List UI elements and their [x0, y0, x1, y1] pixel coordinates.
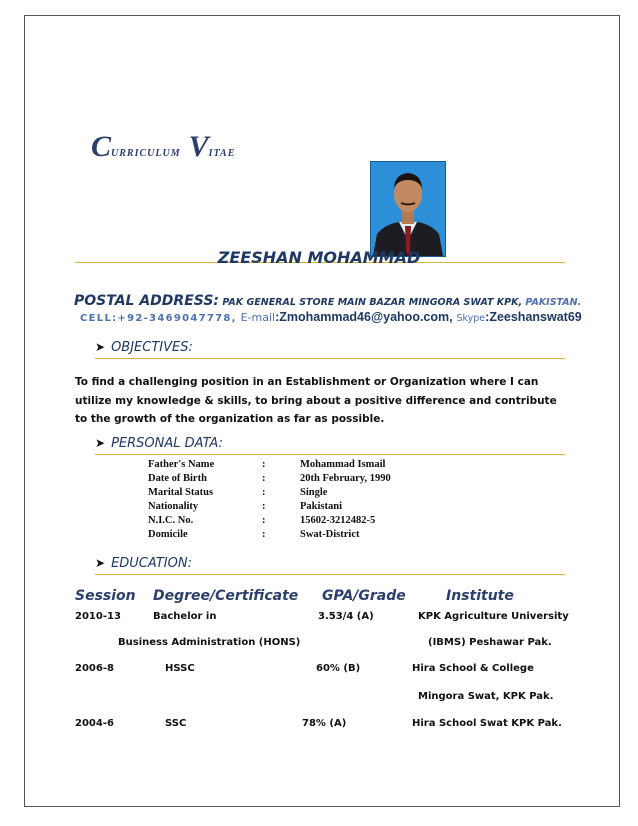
edu-header-degree: Degree/Certificate	[153, 588, 299, 604]
edu-header-gpa: GPA/Grade	[322, 588, 406, 604]
edu-header-institute: Institute	[446, 588, 514, 604]
edu-institute-cont: (IBMS) Peshawar Pak.	[428, 637, 552, 648]
candidate-name: ZEESHAN MOHAMMAD	[217, 248, 421, 267]
profile-photo	[370, 161, 446, 257]
pd-row: Nationality : Pakistani	[148, 501, 343, 512]
email-value[interactable]: :Zmohammad46@yahoo.com,	[275, 310, 453, 324]
edu-degree: SSC	[165, 718, 187, 729]
personal-data-table	[148, 459, 448, 543]
education-rule	[95, 574, 565, 575]
edu-session: 2006-8	[75, 663, 114, 674]
cell-number: CELL:+92-3469047778,	[80, 313, 237, 324]
postal-address-text: PAK GENERAL STORE MAIN BAZAR MINGORA SWAT KPK,	[219, 297, 526, 308]
edu-gpa: 60% (B)	[316, 663, 361, 674]
pd-row: Domicile : Swat-District	[148, 529, 360, 540]
email-label: E-mail	[240, 311, 276, 324]
edu-gpa: 3.53/4 (A)	[318, 611, 374, 622]
section-education: ➤ EDUCATION:	[95, 556, 192, 571]
edu-gpa: 78% (A)	[302, 718, 347, 729]
edu-institute: KPK Agriculture University	[418, 611, 569, 622]
section-objectives: ➤ OBJECTIVES:	[95, 340, 193, 355]
skype-label: Skype	[456, 313, 486, 324]
pd-row: Date of Birth : 20th February, 1990	[148, 473, 391, 484]
pd-row: Father's Name : Mohammad Ismail	[148, 459, 386, 470]
arrow-bullet-icon: ➤	[95, 340, 106, 354]
arrow-bullet-icon: ➤	[95, 556, 106, 570]
personal-data-rule	[95, 454, 565, 455]
section-personal-data: ➤ PERSONAL DATA:	[95, 436, 223, 451]
arrow-bullet-icon: ➤	[95, 436, 106, 450]
objectives-rule	[95, 358, 565, 359]
postal-country: PAKISTAN.	[525, 297, 582, 308]
postal-label: POSTAL ADDRESS:	[74, 293, 220, 309]
edu-degree-cont: Business Administration (HONS)	[118, 637, 301, 648]
cv-title: CURRICULUM VITAE	[91, 130, 236, 163]
edu-session: 2004-6	[75, 718, 114, 729]
contact-line	[80, 310, 582, 324]
edu-header-session: Session	[75, 588, 136, 604]
edu-institute: Hira School & College	[412, 663, 534, 674]
pd-row: Marital Status : Single	[148, 487, 328, 498]
edu-institute-cont: Mingora Swat, KPK Pak.	[418, 691, 554, 702]
edu-session: 2010-13	[75, 611, 121, 622]
edu-institute: Hira School Swat KPK Pak.	[412, 718, 562, 729]
skype-value: :Zeeshanswat69	[485, 310, 582, 324]
edu-degree: HSSC	[165, 663, 195, 674]
pd-row: N.I.C. No. : 15602-3212482-5	[148, 515, 376, 526]
edu-degree: Bachelor in	[153, 611, 217, 622]
objective-text: To find a challenging position in an Establishment or Organization where I can utilize my knowledge & skills, to bring about a positive difference and contribute to the growth of the organization as far as possible.	[75, 376, 557, 425]
postal-address	[74, 290, 581, 309]
